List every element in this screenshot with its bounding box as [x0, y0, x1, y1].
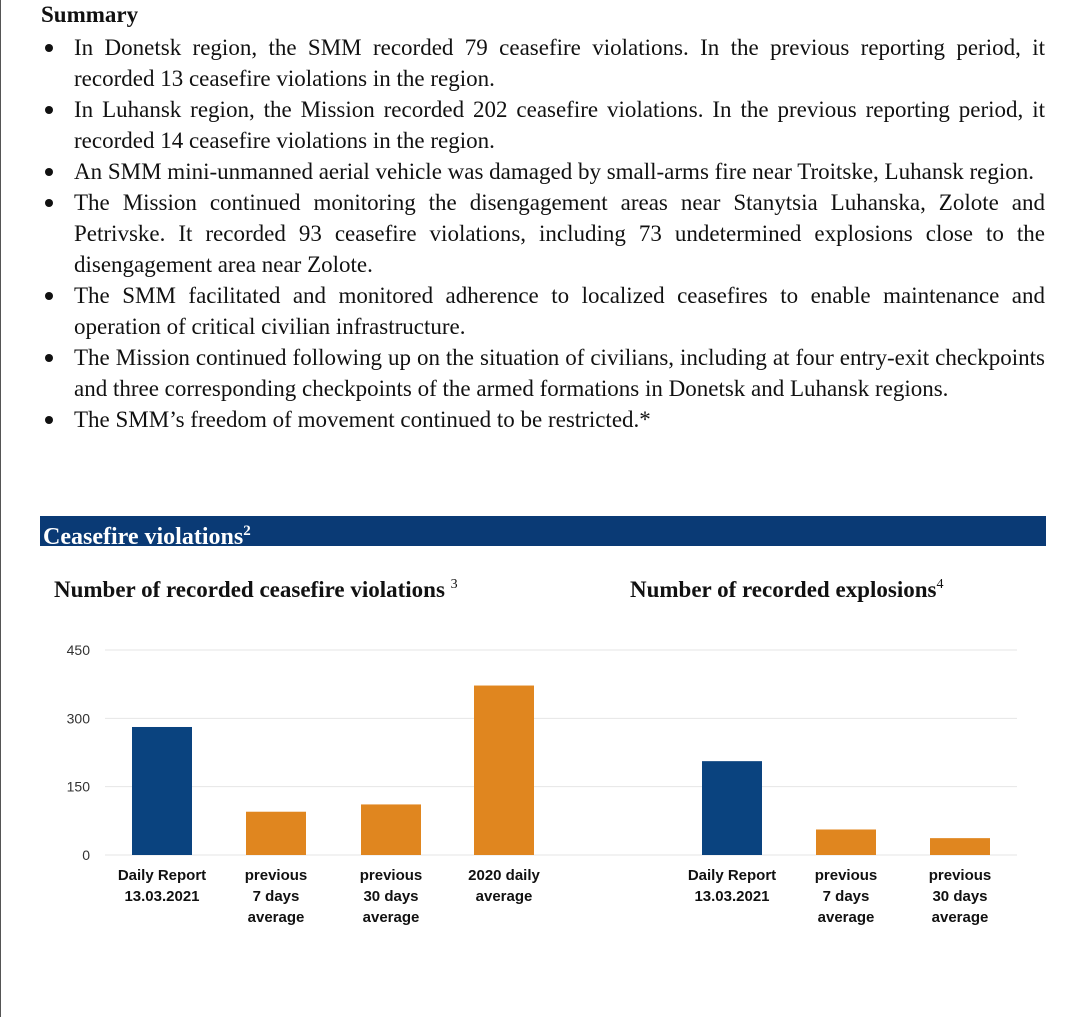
- bar: [361, 804, 421, 855]
- x-category-label: Daily Report: [687, 867, 777, 884]
- chart-title-footnote: 3: [450, 577, 458, 592]
- x-category-label: 30 days: [363, 888, 419, 905]
- bar: [702, 761, 762, 855]
- x-category-label: Daily Report: [117, 867, 207, 884]
- x-category-label: previous: [244, 867, 308, 884]
- y-tick-label: 450: [66, 642, 90, 658]
- bar: [246, 812, 306, 855]
- summary-heading: Summary: [41, 2, 139, 27]
- x-category-label: average: [817, 909, 875, 926]
- summary-item-text: The SMM’s freedom of movement continued to be restricted.*: [74, 407, 651, 432]
- x-category-label: previous: [814, 867, 878, 884]
- section-footnote-marker: 2: [243, 523, 251, 539]
- y-tick-label: 0: [82, 847, 90, 863]
- bar: [474, 686, 534, 855]
- bar: [930, 838, 990, 855]
- summary-item-text: The SMM facilitated and monitored adherence to localized ceasefires to enable maintenance and operation of critical civilian infrastructure.: [74, 283, 1045, 339]
- bar: [132, 727, 192, 855]
- summary-item-text: The Mission continued following up on the situation of civilians, including at four entry-exit checkpoints and three corresponding checkpoints of the armed formations in Donetsk and Luhansk regions.: [74, 345, 1045, 401]
- x-category-label: average: [362, 909, 420, 926]
- x-category-label: 13.03.2021: [124, 888, 200, 905]
- chart-title-text: Number of recorded explosions: [630, 577, 937, 602]
- y-tick-label: 300: [66, 710, 90, 727]
- x-category-label: average: [931, 909, 989, 926]
- summary-item-text: The Mission continued monitoring the disengagement areas near Stanytsia Luhanska, Zolote and Petrivske. It recorded 93 ceasefire violations, including 73 undetermined explosions close to the disengagement area near Zolote.: [74, 190, 1045, 277]
- x-category-label: 7 days: [822, 888, 870, 905]
- bar: [816, 829, 876, 855]
- x-category-label: 13.03.2021: [694, 888, 770, 905]
- x-category-label: average: [247, 909, 305, 926]
- section-header-label: Ceasefire violations: [43, 524, 244, 550]
- x-category-label: previous: [928, 867, 992, 884]
- x-category-label: previous: [359, 867, 423, 884]
- x-category-label: 2020 daily: [468, 867, 540, 884]
- y-tick-label: 150: [66, 778, 90, 795]
- chart-title-text: Number of recorded ceasefire violations: [54, 577, 445, 602]
- summary-item-text: An SMM mini-unmanned aerial vehicle was damaged by small-arms fire near Troitske, Luhansk region.: [74, 159, 1035, 184]
- x-category-label: average: [475, 888, 533, 905]
- x-category-label: 30 days: [932, 888, 988, 905]
- summary-item-text: In Donetsk region, the SMM recorded 79 ceasefire violations. In the previous reporting period, it recorded 13 ceasefire violations in the region.: [74, 35, 1045, 91]
- summary-item-text: In Luhansk region, the Mission recorded 202 ceasefire violations. In the previous reporting period, it recorded 14 ceasefire violations in the region.: [74, 97, 1045, 153]
- x-category-label: 7 days: [252, 888, 300, 905]
- chart-title-footnote: 4: [936, 577, 944, 592]
